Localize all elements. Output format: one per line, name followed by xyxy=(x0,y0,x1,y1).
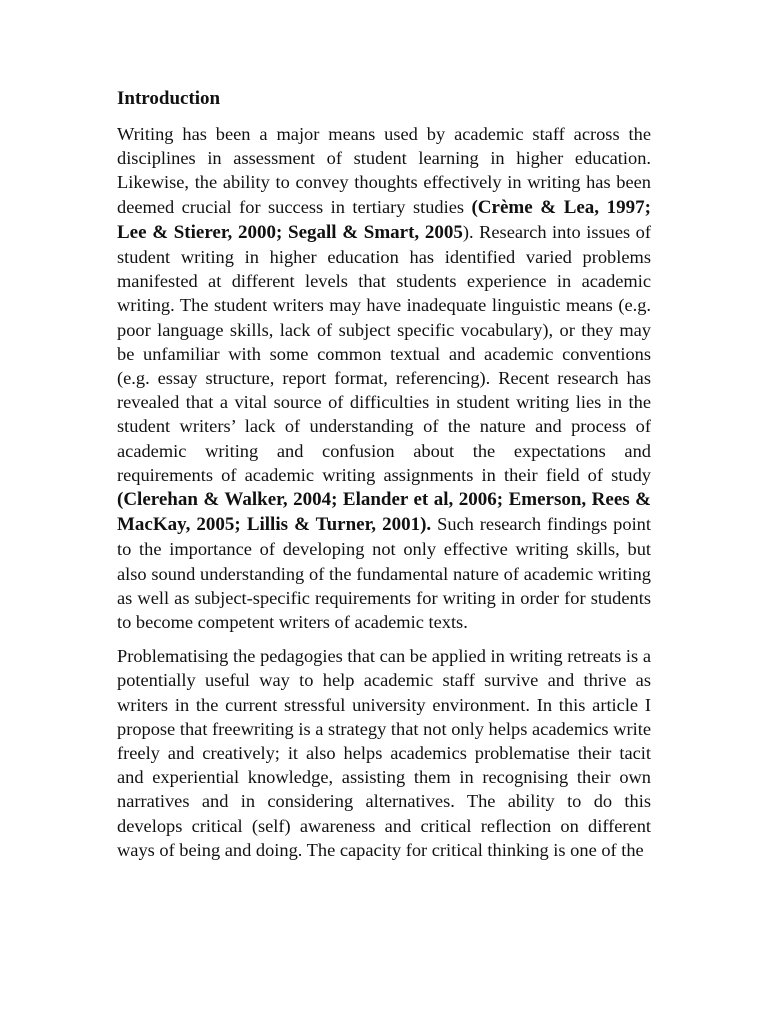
paragraph-2: Problematising the pedagogies that can be applied in writing retreats is a potentially useful way to help academic staff survive and thrive as writers in the current stressful university environment. In this article I propose that freewriting is a strategy that not only helps academics write freely and creatively; it also helps academics problematise their tacit and experiential knowledge, assisting them in recognising their own narratives and in considering alternatives. The ability to do this develops critical (self) awareness and critical reflection on different ways of being and doing. The capacity for critical thinking is one of the xyxy=(117,646,651,860)
paragraph-1-text-c: Such research findings point to the importance of developing not only effective writing skills, but also sound understanding of the fundamental nature of academic writing as well as subject-specific requirements for writing in order for students to become competent writers of academic texts. xyxy=(117,514,651,633)
citation-2: (Clerehan & Walker, 2004; Elander et al, 2006; Emerson, Rees & MacKay, 2005; Lillis & Turner, 2001). xyxy=(117,489,651,536)
section-heading: Introduction xyxy=(117,88,221,109)
paragraph-1-text-a: Writing has been a major means used by academic staff across the disciplines in assessment of student learning in higher education. Likewise, the ability to convey thoughts effectively in writing has been deemed crucial for success in tertiary studies xyxy=(117,124,651,217)
document-page xyxy=(117,86,651,872)
paragraph-1-text-b: ). Research into issues of student writing in higher education has identified varied problems manifested at different levels that students experience in academic writing. The student writers may have inadequate linguistic means (e.g. poor language skills, lack of subject specific vocabulary), or they may be unfamiliar with some common textual and academic conventions (e.g. essay structure, report format, referencing). Recent research has revealed that a vital source of difficulties in student writing lies in the student writers’ lack of understanding of the nature and process of academic writing and confusion about the expectations and requirements of academic writing assignments in their field of study xyxy=(117,221,651,485)
paragraph-1 xyxy=(117,122,651,634)
citation-1: (Crème & Lea, 1997; Lee & Stierer, 2000; Segall & Smart, 2005 xyxy=(117,196,651,243)
